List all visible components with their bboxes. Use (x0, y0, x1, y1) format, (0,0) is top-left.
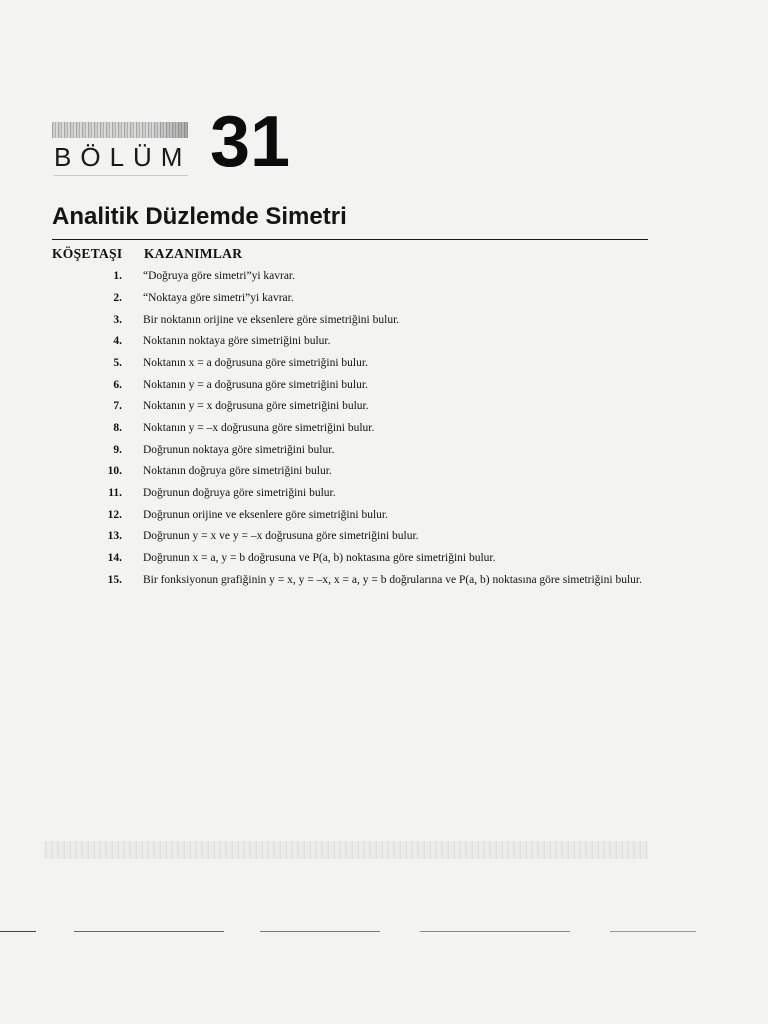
item-text: “Doğruya göre simetri”yi kavrar. (143, 270, 295, 282)
scan-artifact-line (0, 931, 36, 932)
item-text: Noktanın y = –x doğrusuna göre simetriğini bulur. (143, 422, 375, 434)
item-number: 2. (113, 292, 122, 304)
item-text: Doğrunun doğruya göre simetriğini bulur. (143, 487, 336, 499)
item-number: 6. (113, 379, 122, 391)
chapter-number: 31 (210, 102, 291, 182)
item-text: Bir fonksiyonun grafiğinin y = x, y = –x, x = a, y = b doğrularına ve P(a, b) noktasına göre simetriğini bulur. (143, 574, 642, 586)
item-text: Noktanın y = a doğrusuna göre simetriğini bulur. (143, 379, 368, 391)
scan-artifact-line (74, 931, 224, 932)
item-number: 5. (113, 357, 122, 369)
item-text: Noktanın x = a doğrusuna göre simetriğini bulur. (143, 357, 368, 369)
item-number: 15. (107, 574, 122, 586)
item-text: Doğrunun y = x ve y = –x doğrusuna göre simetriğini bulur. (143, 530, 419, 542)
scan-artifact-line (420, 931, 570, 932)
item-text: Doğrunun orijine ve eksenlere göre simetriğini bulur. (143, 509, 388, 521)
chapter-label: BÖLÜM (54, 142, 192, 172)
item-text: Noktanın y = x doğrusuna göre simetriğini bulur. (143, 400, 369, 412)
item-text: “Noktaya göre simetri”yi kavrar. (143, 292, 294, 304)
page-title: Analitik Düzlemde Simetri (52, 203, 347, 230)
scan-artifact-strip (44, 841, 648, 859)
item-number: 12. (107, 509, 122, 521)
item-number: 1. (113, 270, 122, 282)
item-number: 8. (113, 422, 122, 434)
item-number: 13. (107, 530, 122, 542)
item-number: 4. (113, 335, 122, 347)
item-text: Bir noktanın orijine ve eksenlere göre simetriğini bulur. (143, 314, 400, 326)
item-number: 14. (107, 552, 122, 564)
title-divider (52, 239, 648, 240)
column-header-kosetasi: KÖŞETAŞI (52, 246, 123, 261)
item-text: Noktanın noktaya göre simetriğini bulur. (143, 335, 331, 347)
column-header-kazanimlar: KAZANIMLAR (144, 246, 243, 261)
item-text: Doğrunun noktaya göre simetriğini bulur. (143, 444, 335, 456)
chapter-band-shade (150, 122, 188, 138)
scan-artifact-line (260, 931, 380, 932)
item-text: Noktanın doğruya göre simetriğini bulur. (143, 465, 332, 477)
item-number: 10. (107, 465, 122, 477)
item-text: Doğrunun x = a, y = b doğrusuna ve P(a, b) noktasına göre simetriğini bulur. (143, 552, 496, 564)
item-number: 7. (113, 400, 122, 412)
chapter-underline (54, 175, 188, 176)
item-number: 11. (108, 487, 122, 499)
item-number: 9. (113, 444, 122, 456)
scan-artifact-line (610, 931, 696, 932)
item-number: 3. (113, 314, 122, 326)
